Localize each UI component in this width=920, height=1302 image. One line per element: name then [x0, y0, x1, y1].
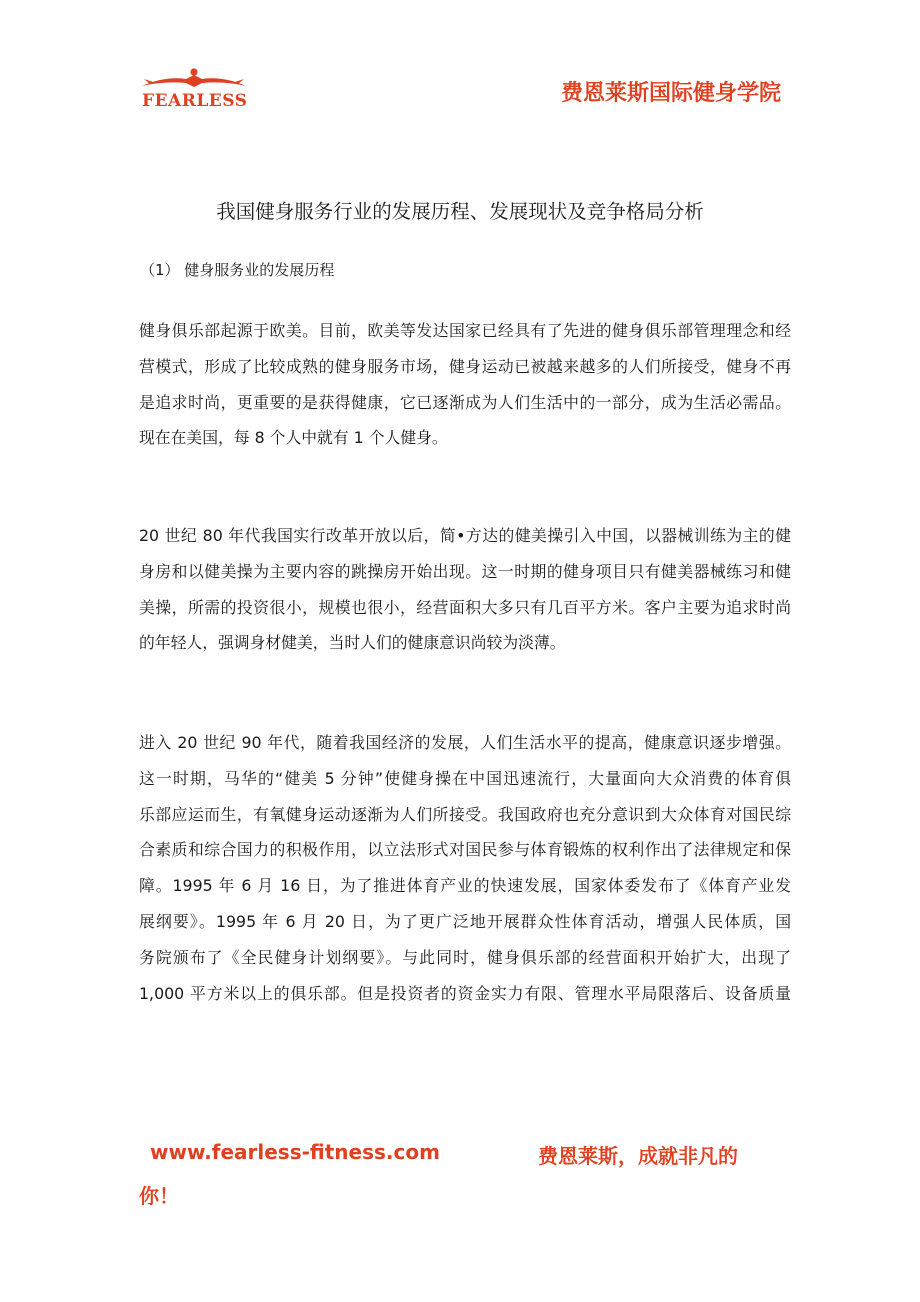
text-line: 这一时期，马华的“健美 5 分钟”使健身操在中国迅速流行，大量面向大众消费的体育俱 — [139, 768, 791, 788]
text-line: 1,000 平方米以上的俱乐部。但是投资者的资金实力有限、管理水平局限落后、设备质量 — [139, 983, 791, 1003]
paragraph-2 — [139, 518, 791, 661]
document-title: 我国健身服务行业的发展历程、发展现状及竞争格局分析 — [216, 200, 704, 223]
footer-slogan: 费恩莱斯，成就非凡的 — [538, 1144, 738, 1168]
section-heading: （1） 健身服务业的发展历程 — [140, 261, 335, 279]
text-line: 是追求时尚，更重要的是获得健康，它已逐渐成为人们生活中的一部分，成为生活必需品。 — [139, 392, 791, 412]
text-line: 务院颁布了《全民健身计划纲要》。与此同时，健身俱乐部的经营面积开始扩大，出现了 — [139, 947, 791, 967]
winged-figure-logo-icon — [140, 66, 248, 92]
logo-wordmark: FEARLESS — [142, 91, 248, 111]
footer-slogan-continued: 你！ — [139, 1184, 179, 1208]
text-line: 合素质和综合国力的积极作用，以立法形式对国民参与体育锻炼的权利作出了法律规定和保 — [139, 840, 791, 860]
text-line: 美操，所需的投资很小，规模也很小，经营面积大多只有几百平方米。客户主要为追求时尚 — [139, 597, 791, 617]
text-line: 营模式，形成了比较成熟的健身服务市场，健身运动已被越来越多的人们所接受，健身不再 — [139, 356, 791, 376]
page-header — [0, 0, 920, 130]
page-footer — [0, 1130, 920, 1220]
text-line: 障。1995 年 6 月 16 日，为了推进体育产业的快速发展，国家体委发布了《体育产业发 — [139, 876, 791, 896]
text-line: 乐部应运而生，有氧健身运动逐渐为人们所接受。我国政府也充分意识到大众体育对国民综 — [139, 804, 791, 824]
paragraph-1 — [139, 313, 791, 456]
text-line: 的年轻人，强调身材健美，当时人们的健康意识尚较为淡薄。 — [139, 633, 566, 653]
text-line: 20 世纪 80 年代我国实行改革开放以后，简•方达的健美操引入中国，以器械训练为主的健 — [139, 526, 791, 545]
text-line: 现在在美国，每 8 个人中就有 1 个人健身。 — [139, 428, 448, 448]
text-line: 健身俱乐部起源于欧美。目前，欧美等发达国家已经具有了先进的健身俱乐部管理理念和经 — [139, 321, 791, 340]
website-link[interactable]: www.fearless-fitness.com — [150, 1140, 440, 1164]
paragraph-3 — [139, 725, 791, 1011]
text-line: 身房和以健美操为主要内容的跳操房开始出现。这一时期的健身项目只有健美器械练习和健 — [139, 561, 791, 581]
text-line: 进入 20 世纪 90 年代，随着我国经济的发展，人们生活水平的提高，健康意识逐步增强。 — [139, 733, 791, 752]
fearless-logo — [140, 66, 248, 112]
text-line: 展纲要》。1995 年 6 月 20 日，为了更广泛地开展群众性体育活动，增强人民体质，国 — [139, 911, 791, 931]
school-name: 费恩莱斯国际健身学院 — [560, 81, 781, 106]
